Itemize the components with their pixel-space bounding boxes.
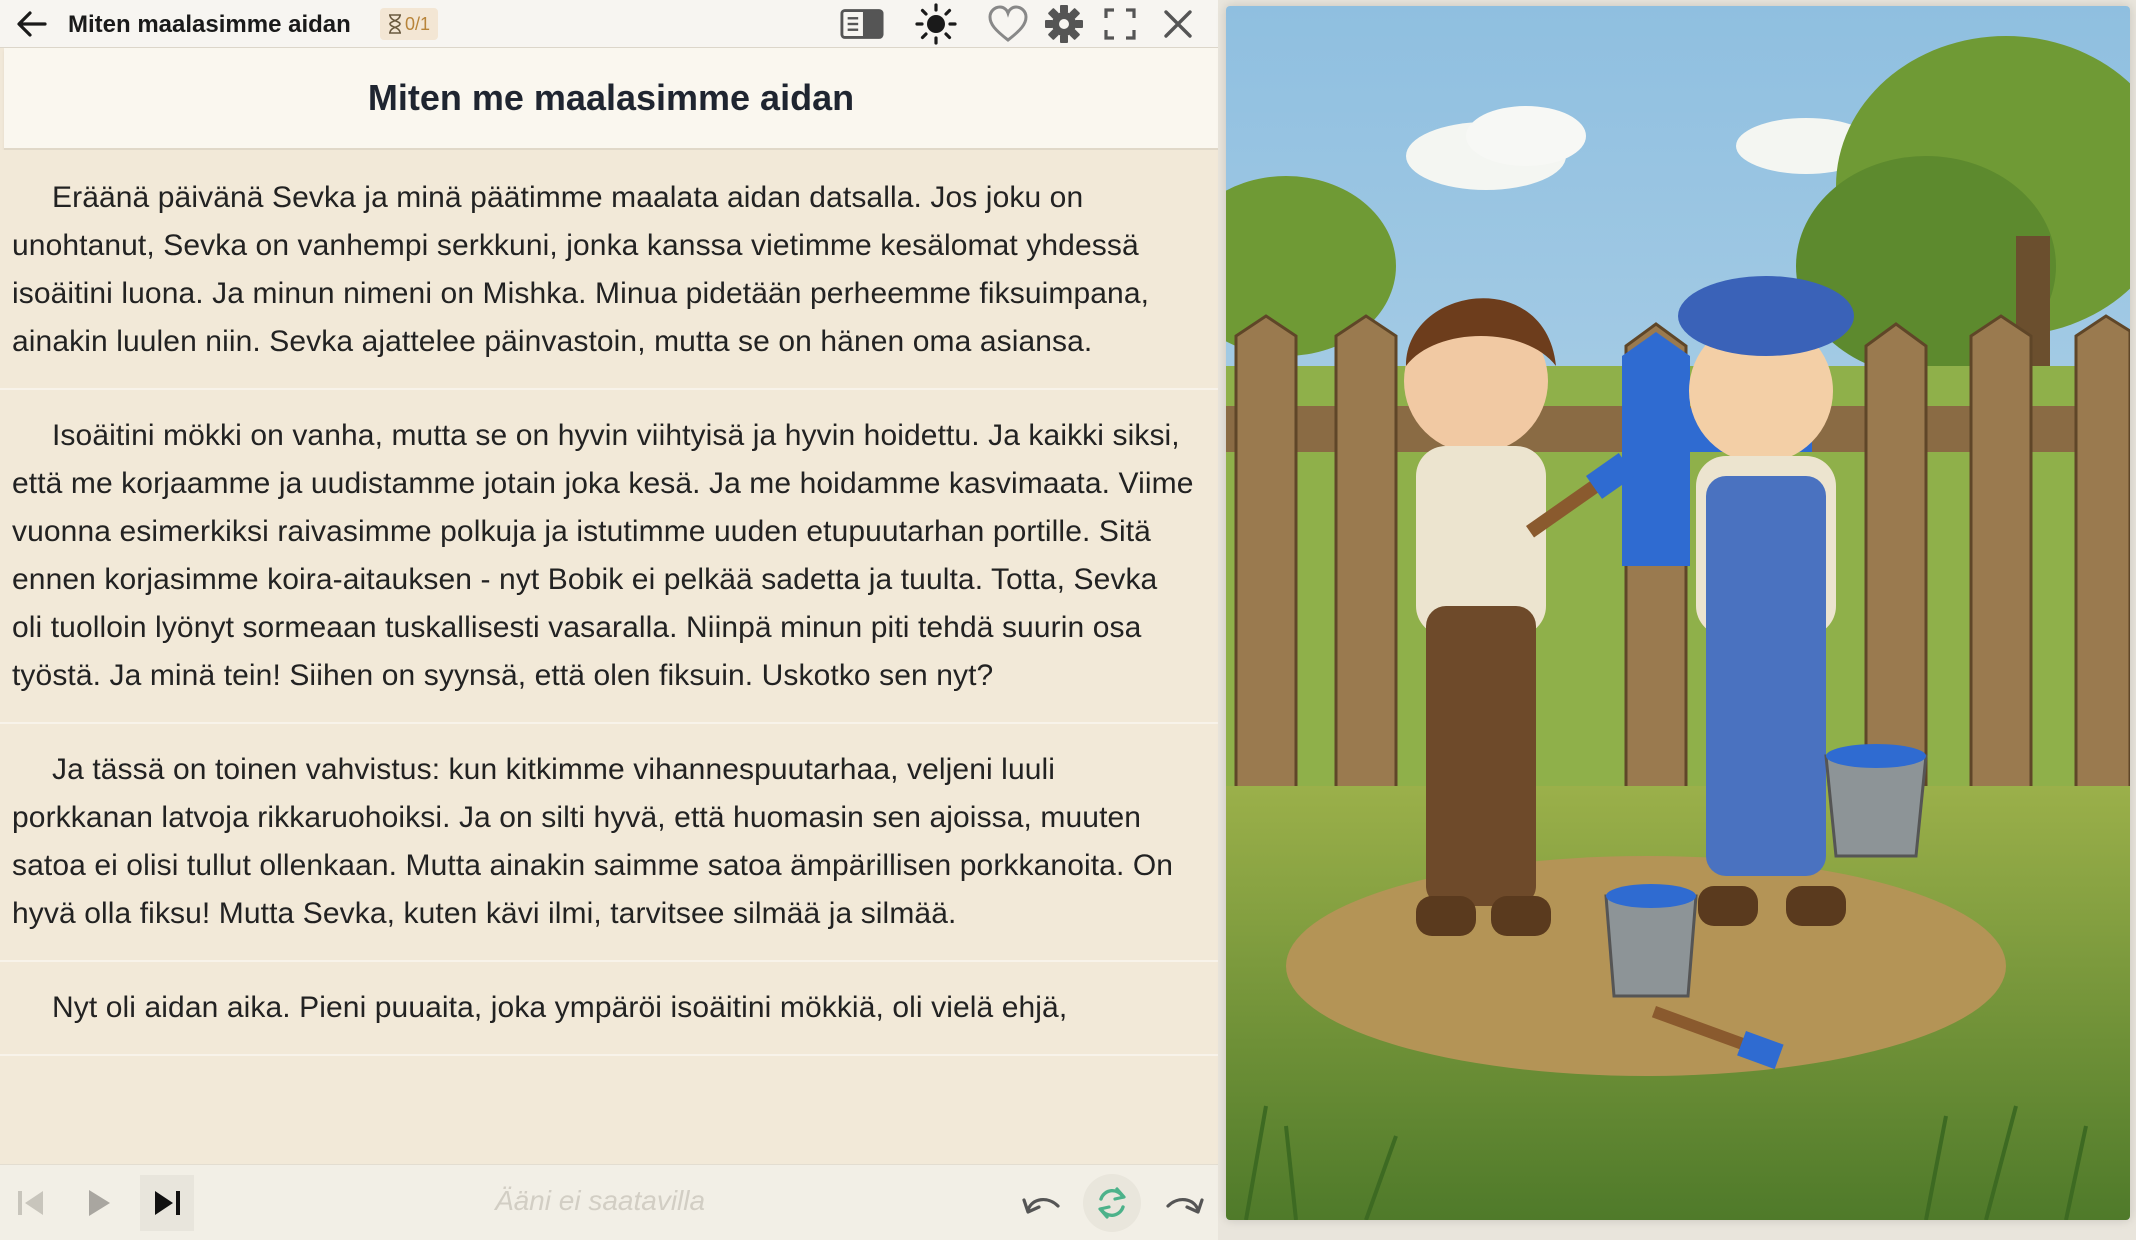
skip-next-button[interactable] bbox=[140, 1175, 194, 1231]
progress-badge[interactable] bbox=[380, 8, 438, 40]
top-toolbar bbox=[0, 0, 1218, 48]
rewind-button[interactable] bbox=[1014, 1175, 1068, 1231]
paragraph: Eräänä päivänä Sevka ja minä päätimme maalata aidan datsalla. Jos joku on unohtanut, Sevka on vanhempi serkkuni, jonka kanssa vietimme kesälomat yhdessä isoäitini luona. Ja minun nimeni on Mishka. Minua pidetään perheemme fiksuimpana, ainakin luulen niin. Sevka ajattelee päinvastoin, mutta se on hänen oma asiansa. bbox=[0, 150, 1218, 390]
heart-icon bbox=[987, 5, 1029, 43]
gear-icon bbox=[1044, 4, 1084, 44]
sync-icon bbox=[1095, 1185, 1129, 1221]
brightness-icon bbox=[915, 3, 957, 45]
undo-icon bbox=[1020, 1188, 1062, 1218]
sidebar-toggle-button[interactable] bbox=[840, 4, 884, 44]
brightness-button[interactable] bbox=[914, 4, 958, 44]
fullscreen-icon bbox=[1104, 8, 1136, 40]
chapter-header bbox=[4, 48, 1218, 150]
story-illustration bbox=[1226, 6, 2130, 1220]
hourglass-icon bbox=[388, 14, 402, 34]
favorite-button[interactable] bbox=[986, 4, 1030, 44]
book-title: Miten maalasimme aidan bbox=[68, 11, 351, 38]
chapter-title: Miten me maalasimme aidan bbox=[367, 77, 855, 118]
reading-text-area[interactable] bbox=[0, 150, 1218, 1164]
fullscreen-button[interactable] bbox=[1098, 4, 1142, 44]
skip-start-icon bbox=[15, 1188, 47, 1218]
back-arrow-icon bbox=[15, 9, 49, 39]
sidebar-toggle-icon bbox=[840, 8, 884, 40]
player-status: Ääni ei saatavilla bbox=[494, 1185, 706, 1216]
illustration-art bbox=[1226, 6, 2130, 1220]
close-icon bbox=[1163, 9, 1193, 39]
paragraph: Isoäitini mökki on vanha, mutta se on hyvin viihtyisä ja hyvin hoidettu. Ja kaikki siksi, että me korjaamme ja uudistamme jotain joka kesä. Ja me hoidamme kasvimaata. Viime vuonna esimerkiksi raivasimme polkuja ja istutimme uuden etupuutarhan portille. Sitä ennen korjasimme koira-aitauksen - nyt Bobik ei pelkää sadetta ja tuulta. Totta, Sevka oli tuolloin lyönyt sormeaan tuskallisesti vasaralla. Niinpä minun piti tehdä suurin osa työstä. Ja minä tein! Siihen on syynsä, että olen fiksuin. Uskotko sen nyt? bbox=[0, 390, 1218, 724]
back-button[interactable] bbox=[10, 4, 54, 44]
skip-previous-button[interactable] bbox=[4, 1175, 58, 1231]
sync-button[interactable] bbox=[1083, 1174, 1141, 1232]
audio-player bbox=[0, 1164, 1218, 1240]
paragraph: Ja tässä on toinen vahvistus: kun kitkimme vihannespuutarhaa, veljeni luuli porkkanan latvoja rikkaruohoiksi. Ja on silti hyvä, että huomasin sen ajoissa, muuten satoa ei olisi tullut ollenkaan. Mutta ainakin saimme satoa ämpärillisen porkkanoita. On hyvä olla fiksu! Mutta Sevka, kuten kävi ilmi, tarvitsee silmää ja silmää. bbox=[0, 724, 1218, 962]
close-button[interactable] bbox=[1156, 4, 1200, 44]
play-button[interactable] bbox=[72, 1175, 126, 1231]
redo-icon bbox=[1164, 1188, 1206, 1218]
progress-text: 0/1 bbox=[405, 13, 431, 34]
play-icon bbox=[85, 1187, 113, 1219]
illustration-panel bbox=[1218, 0, 2136, 1240]
paragraph: Nyt oli aidan aika. Pieni puuaita, joka ympäröi isoäitini mökkiä, oli vielä ehjä, bbox=[0, 962, 1218, 1056]
settings-button[interactable] bbox=[1042, 4, 1086, 44]
forward-button[interactable] bbox=[1158, 1175, 1212, 1231]
skip-end-icon bbox=[151, 1188, 183, 1218]
